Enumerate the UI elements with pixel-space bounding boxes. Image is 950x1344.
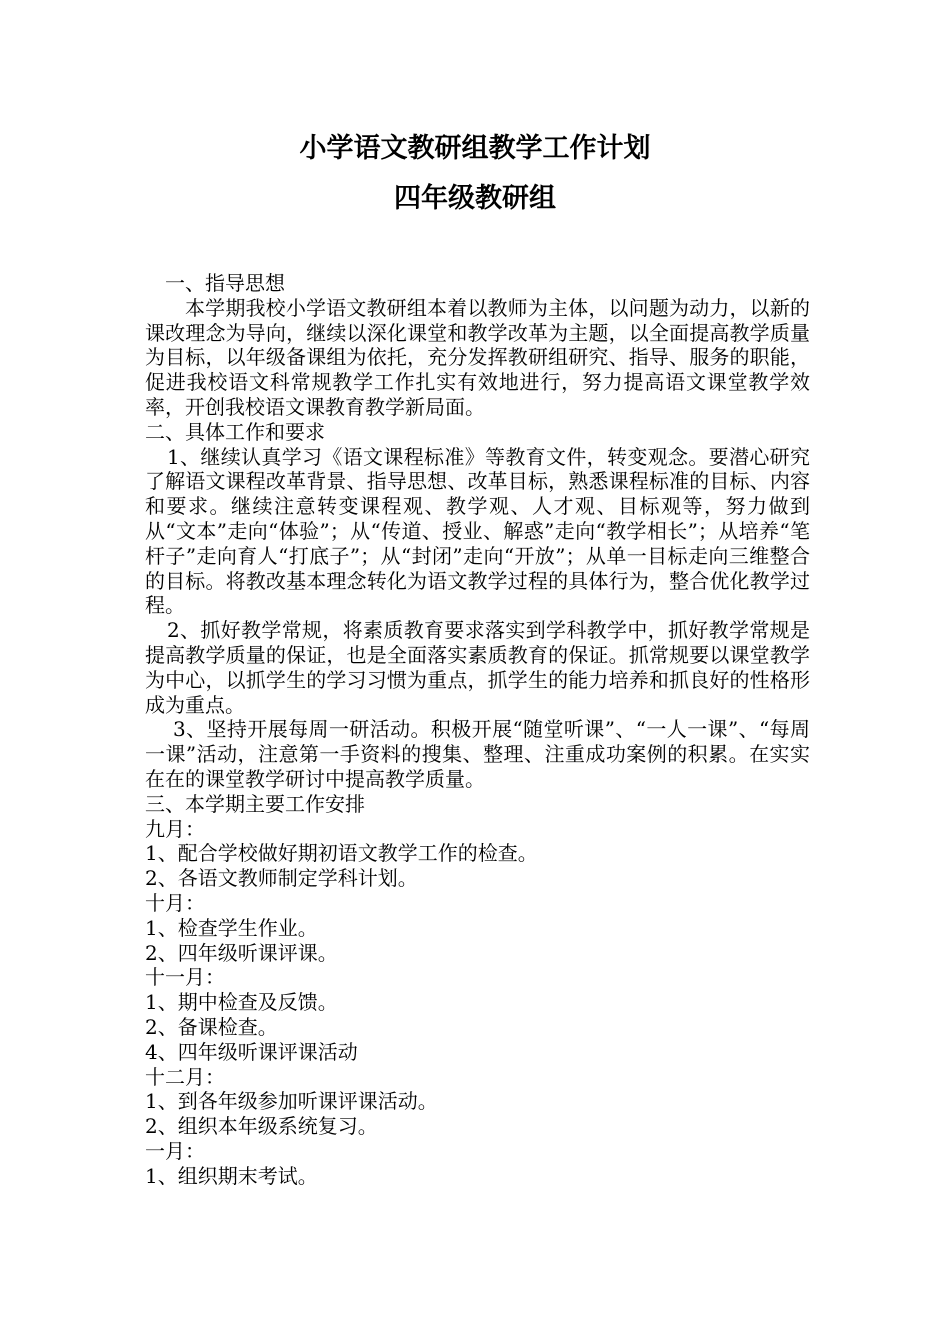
schedule-item: 2、备课检查。	[145, 1014, 278, 1039]
schedule-month-label: 十二月：	[145, 1064, 225, 1089]
schedule-item: 2、各语文教师制定学科计划。	[145, 866, 418, 891]
schedule-month-label: 九月：	[145, 816, 205, 841]
schedule-item: 1、期中检查及反馈。	[145, 990, 338, 1015]
section-heading-schedule: 三、本学期主要工作安排	[145, 791, 365, 816]
schedule-month-label: 一月：	[145, 1138, 205, 1163]
schedule-item: 1、配合学校做好期初语文教学工作的检查。	[145, 841, 538, 866]
schedule-item: 1、到各年级参加听课评课活动。	[145, 1089, 438, 1114]
document-body	[145, 271, 810, 1188]
schedule-item: 2、四年级听课评课。	[145, 940, 338, 965]
page-subtitle: 四年级教研组	[394, 183, 556, 214]
schedule-item: 1、检查学生作业。	[145, 915, 318, 940]
paragraph-requirement-2: 2、抓好教学常规，将素质教育要求落实到学科教学中，抓好教学常规是提高教学质量的保证，也是全面落实素质教育的保证。抓常规要以课堂教学为中心，以抓学生的学习习惯为重点，抓学生的能力培养和抓良好的性格形成为重点。	[145, 618, 810, 717]
section-heading-guiding-thought: 一、指导思想	[165, 271, 285, 295]
paragraph-requirement-3: 3、坚持开展每周一研活动。积极开展“随堂听课”、“一人一课”、“每周一课”活动，注意第一手资料的搜集、整理、注重成功案例的积累。在实实在在的课堂教学研讨中提高教学质量。	[145, 717, 810, 791]
schedule-item: 4、四年级听课评课活动	[145, 1039, 358, 1064]
schedule-item: 2、组织本年级系统复习。	[145, 1114, 378, 1139]
schedule-month-label: 十月：	[145, 890, 205, 915]
section-heading-work-requirements: 二、具体工作和要求	[145, 419, 325, 444]
paragraph-requirement-1: 1、继续认真学习《语文课程标准》等教育文件，转变观念。要潜心研究了解语文课程改革背景、指导思想、改革目标，熟悉课程标准的目标、内容和要求。继续注意转变课程观、教学观、人才观、目标观等，努力做到从“文本”走向“体验”；从“传道、授业、解惑”走向“教学相长”；从培养“笔杆子”走向育人“打底子”；从“封闭”走向“开放”；从单一目标走向三维整合的目标。将教改基本理念转化为语文教学过程的具体行为，整合优化教学过程。	[145, 444, 810, 618]
page-title: 小学语文教研组教学工作计划	[299, 133, 651, 164]
paragraph-guiding-thought: 本学期我校小学语文教研组本着以教师为主体，以问题为动力，以新的课改理念为导向，继续以深化课堂和教学改革为主题，以全面提高教学质量为目标，以年级备课组为依托，充分发挥教研组研究、指导、服务的职能，促进我校语文科常规教学工作扎实有效地进行，努力提高语文课堂教学效率，开创我校语文课教育教学新局面。	[145, 295, 810, 419]
schedule-month-label: 十一月：	[145, 965, 225, 990]
schedule-item: 1、组织期末考试。	[145, 1163, 318, 1188]
